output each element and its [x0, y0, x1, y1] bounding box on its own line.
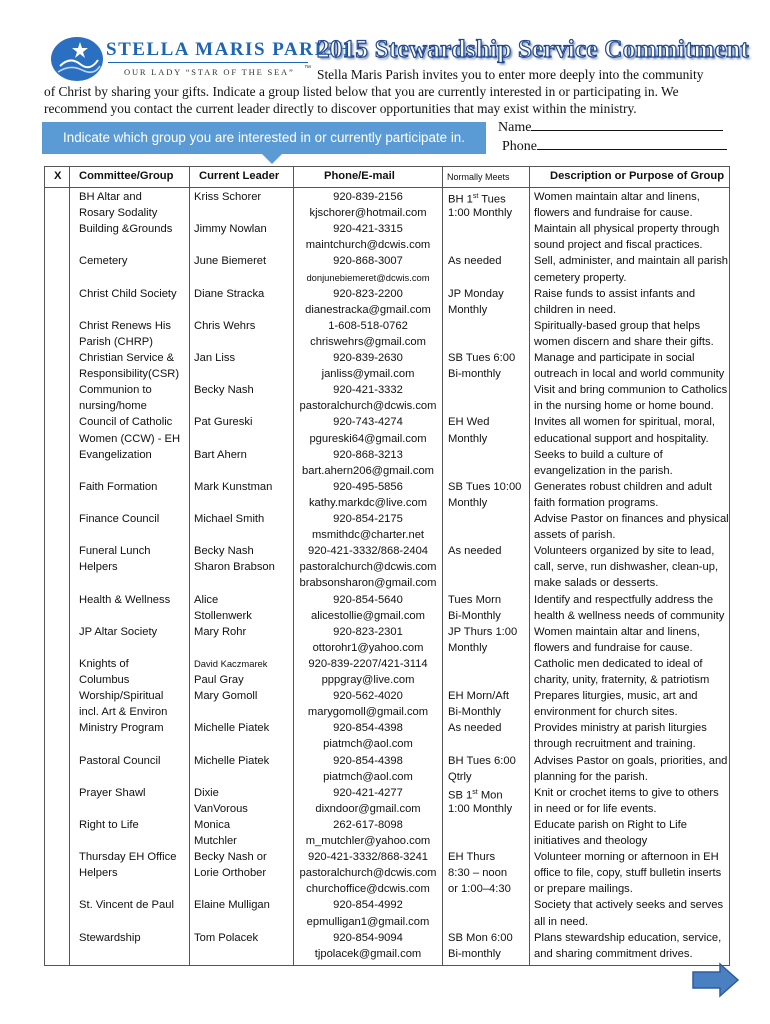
meets-cell: JP Thurs 1:00 [448, 625, 518, 638]
description-cell: initiatives and theology [534, 835, 648, 847]
contact-cell: piatmch@aol.com [323, 738, 413, 751]
committee-cell: Pastoral Council [79, 754, 161, 767]
meets-cell: JP Monday [448, 287, 504, 300]
header-x: X [54, 170, 62, 182]
contact-cell: 920-743-4274 [333, 416, 403, 429]
trademark-symbol: ™ [304, 65, 311, 72]
parish-subtitle: OUR LADY “STAR OF THE SEA” [124, 67, 295, 77]
committee-cell: Responsibility(CSR) [79, 368, 180, 381]
description-cell: evangelization in the parish. [534, 464, 673, 477]
meets-cell: EH Wed [448, 416, 490, 429]
description-cell: Spiritually-based group that helps [534, 319, 701, 332]
committee-cell: BH Altar and [79, 191, 142, 203]
description-cell: health & wellness needs of community [534, 609, 725, 622]
committee-cell: incl. Art & Environ [79, 706, 168, 719]
meets-cell: Monthly [448, 496, 488, 509]
leader-cell: Becky Nash [194, 384, 254, 397]
meets-cell: Bi-Monthly [448, 609, 501, 622]
committee-cell: Right to Life [79, 818, 139, 831]
description-cell: Knit or crochet items to give to others [534, 786, 719, 799]
leader-cell: June Biemeret [194, 255, 267, 268]
leader-cell: Monica [194, 818, 231, 831]
description-cell: Advises Pastor on goals, priorities, and [534, 754, 728, 767]
description-cell: women discern and share their gifts. [534, 335, 714, 348]
committee-cell: nursing/home [79, 400, 147, 413]
contact-cell: 920-421-4277 [333, 786, 403, 799]
contact-cell: 920-854-4398 [333, 754, 403, 767]
contact-cell: dixndoor@gmail.com [315, 802, 421, 815]
committee-cell: Ministry Program [79, 722, 164, 735]
contact-cell: 920-868-3007 [333, 255, 403, 268]
leader-cell: Michelle Piatek [194, 722, 270, 735]
description-cell: charity, unity, fraternity, & patriotism [534, 674, 710, 686]
description-cell: Raise funds to assist infants and [534, 287, 696, 300]
leader-cell: Kriss Schorer [194, 191, 262, 203]
header-leader: Current Leader [199, 170, 280, 182]
description-cell: in need or for life events. [534, 802, 657, 815]
meets-cell: 1:00 Monthly [448, 207, 513, 220]
description-cell: Society that actively seeks and serves [534, 899, 724, 912]
description-cell: or prepare mailings. [534, 883, 633, 896]
description-cell: Generates robust children and adult [534, 480, 712, 493]
meets-cell: EH Thurs [448, 851, 496, 864]
description-cell: Educate parish on Right to Life [534, 818, 687, 831]
instruction-callout: Indicate which group you are interested in or currently participate in. [42, 122, 486, 154]
description-cell: assets of parish. [534, 529, 616, 542]
description-cell: Advise Pastor on finances and physical [534, 513, 729, 525]
committee-cell: Christ Renews His [79, 319, 172, 332]
description-cell: all in need. [534, 915, 589, 928]
committee-cell: Thursday EH Office [79, 851, 177, 864]
contact-cell: churchoffice@dcwis.com [306, 883, 430, 896]
meets-cell: Bi-Monthly [448, 706, 501, 719]
description-cell: outreach in local and world community [534, 368, 725, 381]
description-cell: Provides ministry at parish liturgies [534, 722, 707, 735]
description-cell: planning for the parish. [534, 770, 648, 783]
leader-cell: Lorie Orthober [194, 867, 267, 880]
committee-cell: Cemetery [79, 255, 128, 268]
contact-cell: 920-839-2630 [333, 352, 403, 364]
contact-cell: kjschorer@hotmail.com [309, 207, 427, 220]
contact-cell: 920-854-5640 [333, 593, 403, 606]
description-cell: flowers and fundraise for cause. [534, 641, 693, 654]
committee-cell: Health & Wellness [79, 593, 171, 606]
callout-pointer [262, 154, 282, 164]
contact-cell: 920-495-5856 [333, 480, 403, 493]
parish-logo [50, 36, 352, 84]
description-cell: Women maintain altar and linens, [534, 191, 700, 203]
next-page-arrow-icon[interactable] [692, 962, 740, 998]
committee-cell: Parish (CHRP) [79, 335, 153, 348]
meets-cell: As needed [448, 545, 502, 558]
meets-cell: Bi-monthly [448, 947, 501, 960]
leader-cell: Diane Stracka [194, 287, 265, 300]
description-cell: in the nursing home or home bound. [534, 400, 714, 413]
description-cell: through recruitment and training. [534, 738, 696, 751]
leader-cell: Becky Nash or [194, 851, 267, 864]
committee-cell: Helpers [79, 867, 118, 880]
contact-cell: 920-854-4992 [333, 899, 403, 912]
name-label: Name [498, 120, 532, 135]
contact-cell: 920-854-9094 [333, 931, 403, 944]
page-title: 2015 Stewardship Service Commitment [317, 36, 749, 63]
meets-cell: or 1:00–4:30 [448, 883, 511, 896]
leader-cell: Tom Polacek [194, 931, 259, 944]
committee-cell: Council of Catholic [79, 416, 173, 429]
committee-cell: Worship/Spiritual [79, 690, 164, 703]
leader-cell: VanVorous [194, 802, 248, 815]
contact-cell: pastoralchurch@dcwis.com [299, 400, 437, 413]
contact-cell: 920-421-3332/868-3241 [307, 851, 429, 864]
phone-label: Phone [502, 139, 537, 154]
name-field[interactable] [498, 118, 723, 136]
intro-line-1: Stella Maris Parish invites you to enter more deeply into the community [317, 67, 704, 82]
meets-cell: Monthly [448, 432, 488, 445]
description-cell: office to file, copy, stuff bulletin inserts [534, 867, 722, 880]
header-committee: Committee/Group [79, 170, 174, 182]
column-divider [69, 167, 70, 965]
description-cell: cemetery property. [534, 271, 627, 284]
leader-cell: David Kaczmarek [194, 657, 268, 669]
description-cell: environment for church sites. [534, 706, 678, 719]
contact-cell: pastoralchurch@dcwis.com [299, 561, 437, 574]
committee-cell: Communion to [79, 384, 152, 397]
committee-cell: Christ Child Society [79, 287, 177, 300]
committee-cell: Prayer Shawl [79, 786, 146, 799]
contact-cell: kathy.markdc@live.com [308, 496, 428, 509]
logo-divider [108, 62, 308, 63]
parish-name: STELLA MARIS PARISH [106, 39, 352, 60]
leader-cell: Sharon Brabson [194, 561, 275, 574]
star-of-the-sea-logo-icon [50, 36, 104, 82]
contact-cell: 1-608-518-0762 [328, 319, 408, 332]
description-cell: Volunteer morning or afternoon in EH [534, 851, 719, 864]
description-cell: Maintain all physical property through [534, 223, 720, 236]
column-divider [442, 167, 443, 965]
leader-cell: Elaine Mulligan [194, 899, 270, 912]
description-cell: children in need. [534, 303, 617, 316]
leader-cell: Michael Smith [194, 513, 265, 525]
description-cell: flowers and fundraise for cause. [534, 207, 693, 220]
meets-cell: BH 1st Tues [448, 193, 506, 206]
description-cell: sound project and fiscal practices. [534, 239, 703, 252]
column-divider [529, 167, 530, 965]
contact-cell: 920-854-2175 [333, 513, 403, 525]
committee-cell: Faith Formation [79, 480, 158, 493]
leader-cell: Stollenwerk [194, 609, 252, 622]
description-cell: faith formation programs. [534, 496, 659, 509]
committee-cell: Knights of [79, 657, 129, 670]
meets-cell: As needed [448, 255, 502, 268]
description-cell: call, serve, run dishwasher, clean-up, [534, 561, 719, 574]
meets-cell: SB 1st Mon [448, 788, 503, 802]
contact-cell: 920-839-2207/421-3114 [308, 657, 428, 670]
contact-cell: ottorohr1@yahoo.com [312, 641, 424, 654]
description-cell: make salads or desserts. [534, 577, 659, 590]
meets-cell: Bi-monthly [448, 368, 501, 381]
leader-cell: Jan Liss [194, 352, 236, 364]
leader-cell: Jimmy Nowlan [194, 223, 267, 236]
contact-cell: 920-839-2156 [333, 191, 403, 203]
leader-cell: Becky Nash [194, 545, 254, 558]
description-cell: Plans stewardship education, service, [534, 931, 722, 944]
leader-cell: Mary Gomoll [194, 690, 258, 703]
contact-cell: piatmch@aol.com [323, 770, 413, 783]
description-cell: Manage and participate in social [534, 352, 695, 364]
committee-cell: Finance Council [79, 513, 160, 525]
header-divider [45, 187, 729, 188]
committee-cell: Women (CCW) - EH [79, 432, 181, 445]
contact-cell: pgureski64@gmail.com [309, 432, 427, 445]
meets-cell: EH Morn/Aft [448, 690, 509, 703]
stewardship-table [44, 166, 730, 966]
contact-cell: 920-562-4020 [333, 690, 403, 703]
intro-line-3: recommend you contact the current leader directly to discover opportunities that may exist within the ministry. [44, 101, 637, 116]
contact-cell: 920-823-2301 [333, 625, 403, 638]
committee-cell: Stewardship [79, 931, 141, 944]
contact-cell: 920-421-3315 [333, 223, 403, 236]
contact-cell: 920-868-3213 [333, 448, 403, 461]
description-cell: Women maintain altar and linens, [534, 625, 700, 638]
meets-cell: Monthly [448, 641, 488, 654]
contact-cell: dianestracka@gmail.com [305, 303, 431, 316]
meets-cell: SB Mon 6:00 [448, 931, 513, 944]
description-cell: Identify and respectfully address the [534, 593, 714, 606]
contact-cell: msmithdc@charter.net [311, 529, 425, 542]
header-meets: Normally Meets [447, 172, 510, 182]
committee-cell: Evangelization [79, 448, 152, 461]
meets-cell: SB Tues 6:00 [448, 352, 516, 364]
intro-line-2: of Christ by sharing your gifts. Indicate a group listed below that you are currently interested in or participating in. We [44, 84, 679, 99]
contact-cell: maintchurch@dcwis.com [305, 239, 431, 252]
contact-cell: donjunebiemeret@dcwis.com [306, 271, 430, 283]
leader-cell: Pat Gureski [194, 416, 253, 429]
meets-cell: Monthly [448, 303, 488, 316]
contact-cell: 262-617-8098 [333, 818, 403, 831]
description-cell: Sell, administer, and maintain all parish [534, 255, 729, 268]
meets-cell: SB Tues 10:00 [448, 480, 522, 493]
description-cell: Volunteers organized by site to lead, [534, 545, 715, 558]
description-cell: Seeks to build a culture of [534, 448, 663, 461]
committee-cell: St. Vincent de Paul [79, 899, 174, 912]
header-description: Description or Purpose of Group [550, 170, 725, 182]
meets-cell: As needed [448, 722, 502, 735]
contact-cell: chriswehrs@gmail.com [310, 335, 426, 348]
meets-cell: 1:00 Monthly [448, 802, 513, 815]
committee-cell: Columbus [79, 674, 130, 686]
header-phone: Phone/E-mail [324, 170, 395, 182]
contact-cell: janliss@ymail.com [321, 368, 415, 381]
description-cell: Visit and bring communion to Catholics [534, 384, 728, 397]
committee-cell: JP Altar Society [79, 625, 158, 638]
contact-cell: brabsonsharon@gmail.com [299, 577, 437, 590]
name-input-line[interactable] [531, 118, 723, 131]
description-cell: Prepares liturgies, music, art and [534, 690, 698, 703]
contact-cell: 920-421-3332 [333, 384, 403, 397]
leader-cell: Alice [194, 593, 219, 606]
contact-cell: 920-854-4398 [333, 722, 403, 735]
contact-cell: pppgray@live.com [321, 674, 415, 686]
committee-cell: Helpers [79, 561, 118, 574]
contact-cell: bart.ahern206@gmail.com [302, 464, 434, 477]
leader-cell: Michelle Piatek [194, 754, 270, 767]
contact-cell: tjpolacek@gmail.com [314, 947, 422, 960]
leader-cell: Mary Rohr [194, 625, 247, 638]
leader-cell: Mark Kunstman [194, 480, 273, 493]
description-cell: educational support and hospitality. [534, 432, 709, 445]
contact-cell: pastoralchurch@dcwis.com [299, 867, 437, 880]
meets-cell: Tues Morn [448, 593, 502, 606]
committee-cell: Christian Service & [79, 352, 175, 364]
meets-cell: Qtrly [448, 770, 472, 783]
meets-cell: BH Tues 6:00 [448, 754, 516, 767]
leader-cell: Mutchler [194, 835, 237, 847]
column-divider [189, 167, 190, 965]
leader-cell: Chris Wehrs [194, 319, 256, 332]
contact-cell: 920-823-2200 [333, 287, 403, 300]
contact-cell: 920-421-3332/868-2404 [307, 545, 429, 558]
leader-cell: Paul Gray [194, 674, 244, 686]
committee-cell: Rosary Sodality [79, 207, 158, 220]
committee-cell: Funeral Lunch [79, 545, 151, 558]
contact-cell: epmulligan1@gmail.com [306, 915, 430, 928]
leader-cell: Dixie [194, 786, 219, 799]
contact-cell: m_mutchler@yahoo.com [305, 835, 431, 847]
phone-field[interactable] [502, 137, 727, 155]
contact-cell: alicestollie@gmail.com [311, 609, 425, 622]
meets-cell: 8:30 – noon [448, 867, 508, 880]
phone-input-line[interactable] [537, 137, 727, 150]
contact-cell: marygomoll@gmail.com [307, 706, 429, 719]
committee-cell: Building &Grounds [79, 223, 173, 236]
description-cell: Catholic men dedicated to ideal of [534, 657, 703, 670]
leader-cell: Bart Ahern [194, 448, 247, 461]
description-cell: and sharing commitment drives. [534, 947, 693, 960]
description-cell: Invites all women for spiritual, moral, [534, 416, 715, 429]
